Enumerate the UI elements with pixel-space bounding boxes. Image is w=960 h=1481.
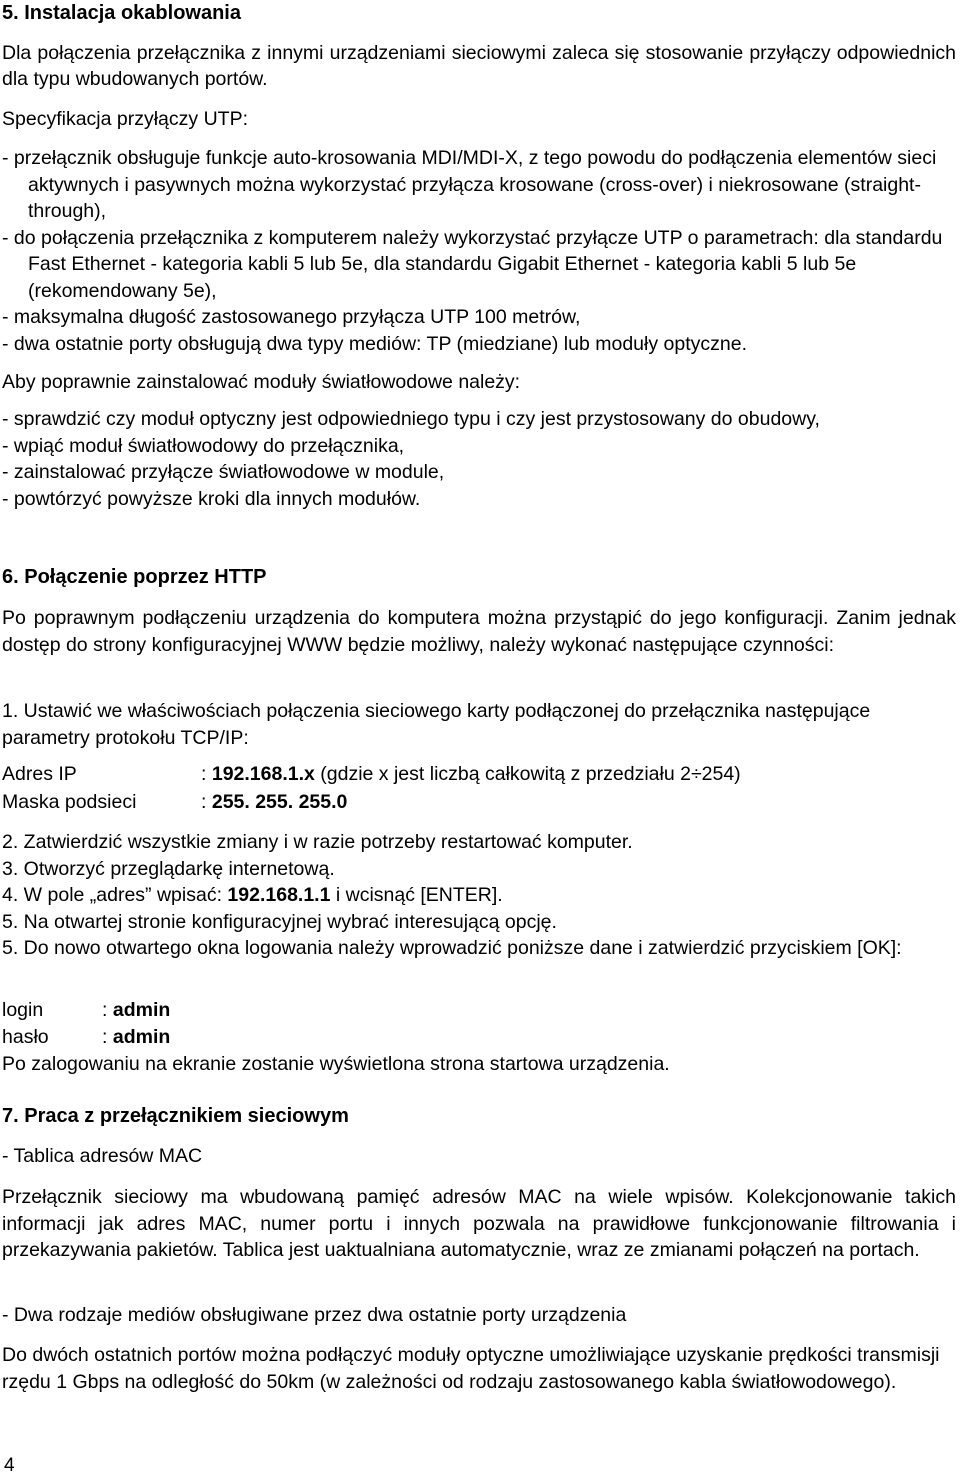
- section-7-heading: 7. Praca z przełącznikiem sieciowym: [2, 1105, 349, 1127]
- list-item: - sprawdzić czy moduł optyczny jest odpowiedniego typu i czy jest przystosowany do obudowy,: [2, 408, 820, 430]
- list-item: - wpiąć moduł światłowodowy do przełącznika,: [2, 434, 405, 457]
- list-item: - przełącznik obsługuje funkcje auto-krosowania MDI/MDI-X, z tego powodu do podłączenia elementów sieci aktywnych i pasywnych można wykorzystać przyłącza krosowane (cross-over) i niekrosowane (straight-through),: [2, 147, 937, 222]
- utp-spec-list: [2, 145, 956, 357]
- password-separator: :: [102, 1026, 113, 1048]
- login-credentials: [2, 999, 956, 1049]
- ip-address-note: (gdzie x jest liczbą całkowitą z przedziału 2÷254): [314, 763, 741, 785]
- utp-spec-title: Specyfikacja przyłączy UTP:: [2, 108, 248, 130]
- fiber-install-list: [2, 406, 956, 512]
- subnet-mask-value: 255. 255. 255.0: [211, 791, 348, 813]
- login-row: [2, 999, 956, 1026]
- login-label: login: [2, 999, 44, 1021]
- list-item: - do połączenia przełącznika z komputerem należy wykorzystać przyłącze UTP o parametrach: dla standardu Fast Ethernet - kategoria kabli 5 lub 5e, dla standardu Gigabit Ethernet - kategoria kabli 5 lub 5e (rekomendowany 5e),: [2, 226, 943, 302]
- list-item: - zainstalować przyłącze światłowodowe w module,: [2, 461, 445, 483]
- media-types-paragraph: Do dwóch ostatnich portów można podłączyć moduły optyczne umożliwiające uzyskanie prędkości transmisji rzędu 1 Gbps na odległość do 50km (w zależności od rodzaju zastosowanego kabla światłowodowego).: [2, 1344, 940, 1393]
- section-5-intro: Dla połączenia przełącznika z innymi urządzeniami sieciowymi zaleca się stosowanie przyłączy odpowiednich dla typu wbudowanych portów.: [2, 42, 956, 90]
- mac-table-paragraph: Przełącznik sieciowy ma wbudowaną pamięć adresów MAC na wiele wpisów. Kolekcjonowanie takich informacji jak adres MAC, numer portu i innych pozwala na prawidłowe funkcjonowanie filtrowania i przekazywania pakietów. Tablica jest uaktualniana automatycznie, wraz ze zmianami połączeń na portach.: [2, 1186, 956, 1261]
- login-separator: :: [102, 999, 113, 1021]
- password-row: [2, 1026, 956, 1049]
- mac-table-subheading: - Tablica adresów MAC: [2, 1145, 203, 1167]
- fiber-install-title: Aby poprawnie zainstalować moduły światłowodowe należy:: [2, 371, 521, 393]
- subnet-mask-row: [2, 791, 956, 814]
- ip-address-row: [2, 763, 956, 791]
- steps-2-5: [2, 829, 956, 962]
- ip-address-label: Adres IP: [2, 763, 77, 785]
- section-6-intro: Po poprawnym podłączeniu urządzenia do komputera można przystąpić do jego konfiguracji. Zanim jednak dostęp do strony konfiguracyjnej WWW będzie możliwy, należy wykonać następujące czynności:: [2, 607, 956, 656]
- step-5b: 5. Do nowo otwartego okna logowania należy wprowadzić poniższe dane i zatwierdzić przyciskiem [OK]:: [2, 937, 902, 959]
- media-types-subheading: - Dwa rodzaje mediów obsługiwane przez dwa ostatnie porty urządzenia: [2, 1304, 627, 1326]
- step-1: 1. Ustawić we właściwościach połączenia sieciowego karty podłączonej do przełącznika następujące parametry protokołu TCP/IP:: [2, 700, 871, 749]
- after-login-note: Po zalogowaniu na ekranie zostanie wyświetlona strona startowa urządzenia.: [2, 1053, 670, 1075]
- subnet-mask-label: Maska podsieci: [2, 791, 137, 813]
- tcpip-params: [2, 763, 956, 814]
- step-4-address: 192.168.1.1: [227, 884, 331, 906]
- step-3: 3. Otworzyć przeglądarkę internetową.: [2, 857, 335, 880]
- password-label: hasło: [2, 1026, 49, 1048]
- password-value: admin: [112, 1026, 171, 1048]
- step-5a: 5. Na otwartej stronie konfiguracyjnej wybrać interesującą opcję.: [2, 910, 557, 933]
- subnet-mask-separator: :: [201, 791, 212, 813]
- step-2: 2. Zatwierdzić wszystkie zmiany i w razie potrzeby restartować komputer.: [2, 831, 633, 853]
- ip-address-separator: :: [201, 763, 212, 785]
- page-number: 4: [4, 1455, 15, 1476]
- list-item: - powtórzyć powyższe kroki dla innych modułów.: [2, 487, 421, 510]
- section-6-heading: 6. Połączenie poprzez HTTP: [2, 566, 267, 588]
- step-4-text: 4. W pole „adres” wpisać:: [2, 884, 228, 906]
- section-5-heading: 5. Instalacja okablowania: [2, 2, 241, 24]
- step-4-suffix: i wcisnąć [ENTER].: [330, 884, 503, 906]
- ip-address-value: 192.168.1.x: [211, 763, 315, 785]
- step-4: [2, 882, 956, 909]
- list-item: - maksymalna długość zastosowanego przyłącza UTP 100 metrów,: [2, 306, 581, 328]
- login-value: admin: [112, 999, 171, 1021]
- list-item: - dwa ostatnie porty obsługują dwa typy mediów: TP (miedziane) lub moduły optyczne.: [2, 332, 747, 355]
